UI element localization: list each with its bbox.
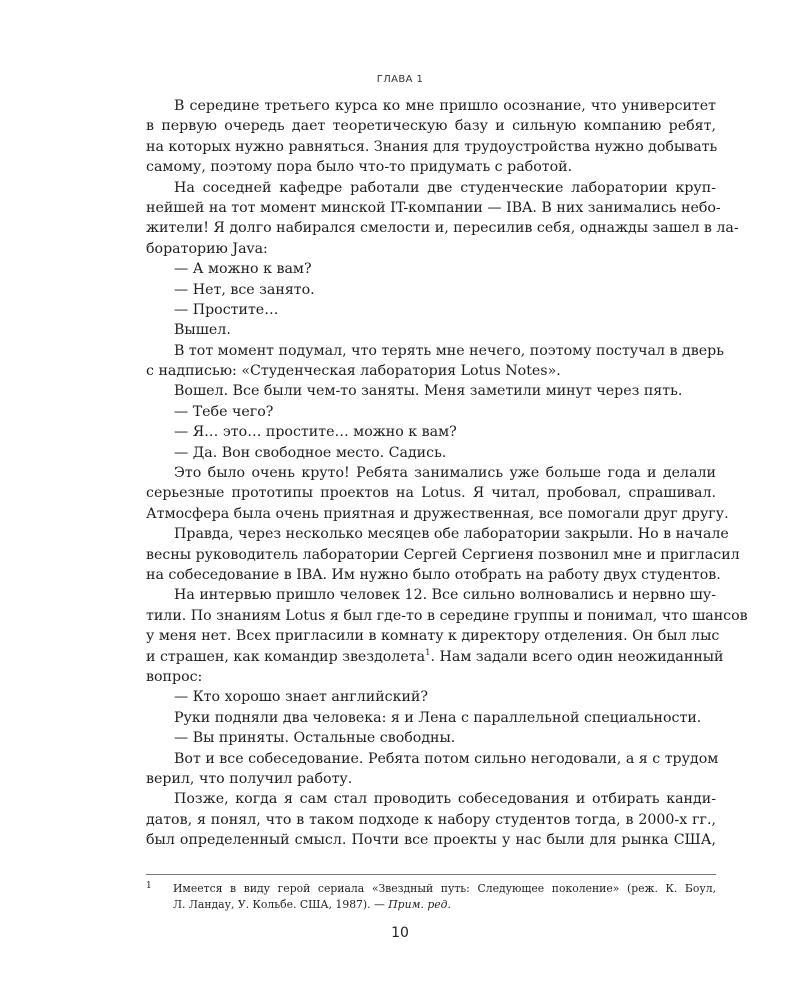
footnote-line — [146, 897, 716, 913]
page-number: 10 — [391, 925, 409, 941]
footnote-divider — [146, 874, 716, 875]
text-line: Правда, через несколько месяцев обе лаборатории закрыли. Но в начале — [174, 526, 729, 543]
dialogue-line: — Кто хорошо знает английский? — [174, 689, 428, 706]
text-line: был определенный смысл. Почти все проекты у нас были для рынка США, — [146, 832, 716, 849]
text-line: нейшей на тот момент минской IT-компании — IBA. В них занимались небо- — [146, 199, 721, 216]
text-line: датов, я понял, что в таком подходе к набору студентов тогда, в 2000-х гг., — [146, 811, 716, 828]
dialogue-line: — Нет, все занято. — [174, 281, 315, 298]
text-line: Вот и все собеседование. Ребята потом сильно негодовали, а я с трудом — [174, 750, 719, 767]
text-line: Атмосфера была очень приятная и дружественная, все помогали друг другу. — [146, 505, 729, 522]
text-line: у меня нет. Всех пригласили в комнату к директору отделения. Он был лыс — [146, 628, 720, 645]
dialogue-line: — Вы приняты. Остальные свободны. — [174, 730, 456, 747]
text-line: Это было очень круто! Ребята занимались уже больше года и делали — [174, 465, 716, 482]
footnote-line: Имеется в виду герой сериала «Звездный путь: Следующее поколение» (реж. К. Боул, — [173, 882, 716, 895]
dialogue-line: — Я… это… простите… можно к вам? — [174, 424, 457, 441]
text-line: бораторию Java: — [146, 240, 268, 257]
editor-note: Прим. ред. — [388, 898, 451, 911]
text-segment: . Нам задали всего один неожиданный — [430, 648, 724, 665]
text-line: На интервью пришло человек 12. Все сильно волновались и нервно шу- — [174, 587, 716, 604]
text-line: Позже, когда я сам стал проводить собеседования и отбирать канди- — [174, 791, 716, 808]
text-line: жители! Я долго набирался смелости и, пересилив себя, однажды зашел в ла- — [146, 220, 739, 237]
text-line: Вошел. Все были чем-то заняты. Меня заметили минут через пять. — [174, 383, 683, 400]
text-line: в первую очередь дает теоретическую базу и сильную компанию ребят, — [146, 118, 716, 135]
text-line: серьезные прототипы проектов на Lotus. Я читал, пробовал, спрашивал. — [146, 485, 716, 502]
body-text — [146, 96, 748, 850]
text-line: с надписью: «Студенческая лаборатория Lotus Notes». — [146, 363, 561, 380]
text-line: на которых нужно равняться. Знания для трудоустройства нужно добывать — [146, 138, 718, 155]
text-segment: и страшен, как командир звездолета — [146, 648, 426, 665]
text-line-with-footnote — [146, 647, 724, 667]
text-line: верил, что получил работу. — [146, 770, 353, 787]
footnote-reference: 1 — [425, 647, 431, 658]
footnote-number: 1 — [146, 881, 152, 891]
footnote — [146, 881, 716, 913]
dialogue-line: — А можно к вам? — [174, 261, 312, 278]
text-line: Руки подняли два человека: я и Лена с параллельной специальности. — [174, 709, 702, 726]
dialogue-line: — Тебе чего? — [174, 403, 274, 420]
text-line: На соседней кафедре работали две студенческие лаборатории круп- — [174, 179, 716, 196]
text-line: вопрос: — [146, 668, 203, 685]
text-line: тили. По знаниям Lotus я был где-то в середине группы и понимал, что шансов — [146, 607, 748, 624]
text-line: В тот момент подумал, что терять мне нечего, поэтому постучал в дверь — [174, 342, 724, 359]
dialogue-line: — Да. Вон свободное место. Садись. — [174, 444, 447, 461]
footnote-text: Л. Ландау, У. Кольбе. США, 1987). — — [173, 898, 385, 911]
text-line: весны руководитель лаборатории Сергей Сергиеня позвонил мне и пригласил — [146, 546, 740, 563]
running-head: ГЛАВА 1 — [376, 74, 424, 85]
text-line: Вышел. — [174, 322, 231, 339]
dialogue-line: — Простите… — [174, 301, 279, 318]
text-line: В середине третьего курса ко мне пришло осознание, что университет — [174, 98, 716, 114]
text-line: на собеседование в IBA. Им нужно было отобрать на работу двух студентов. — [146, 566, 721, 583]
text-line: самому, поэтому пора было что-то придумать с работой. — [146, 159, 573, 176]
